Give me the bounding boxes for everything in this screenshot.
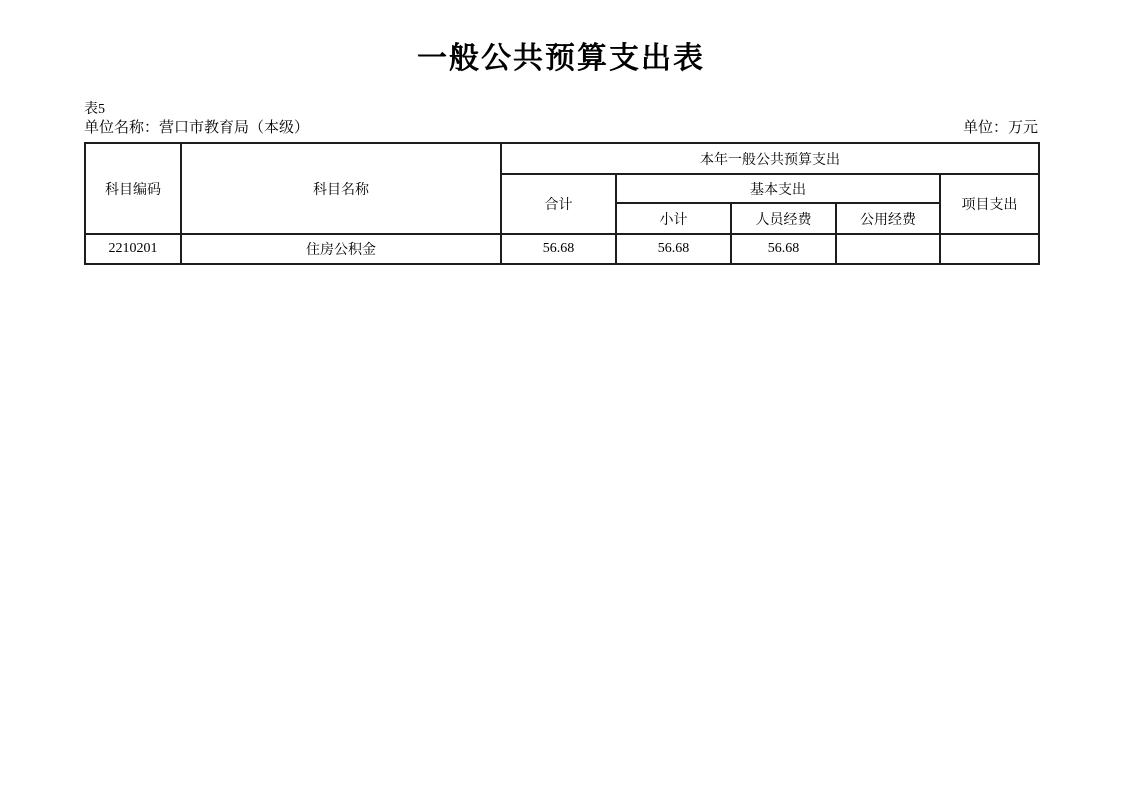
table-row xyxy=(85,234,1039,264)
header-current-year-expenditure: 本年一般公共预算支出 xyxy=(501,143,1039,174)
header-personnel-funds: 人员经费 xyxy=(731,203,836,234)
cell-basic-subtotal: 56.68 xyxy=(616,234,731,264)
header-basic-expenditure: 基本支出 xyxy=(616,174,940,203)
header-project-expenditure: 项目支出 xyxy=(940,174,1039,234)
cell-total: 56.68 xyxy=(501,234,616,264)
unit-of-measure-label: 单位：万元 xyxy=(962,120,1038,136)
header-total: 合计 xyxy=(501,174,616,234)
cell-subject-code: 2210201 xyxy=(85,234,181,264)
budget-sheet xyxy=(84,101,1038,265)
table-number-label: 表5 xyxy=(84,102,105,117)
cell-project-expenditure xyxy=(940,234,1039,264)
unit-name-label: 单位名称：营口市教育局（本级） xyxy=(84,120,310,136)
page-title: 一般公共预算支出表 xyxy=(417,42,705,75)
header-subject-code: 科目编码 xyxy=(85,143,181,234)
header-row-1 xyxy=(85,143,1039,174)
cell-subject-name: 住房公积金 xyxy=(181,234,501,264)
header-subtotal: 小计 xyxy=(616,203,731,234)
cell-public-funds xyxy=(836,234,940,264)
header-public-funds: 公用经费 xyxy=(836,203,940,234)
meta-row xyxy=(84,119,1038,138)
header-subject-name: 科目名称 xyxy=(181,143,501,234)
budget-table xyxy=(84,142,1040,265)
cell-personnel-funds: 56.68 xyxy=(731,234,836,264)
